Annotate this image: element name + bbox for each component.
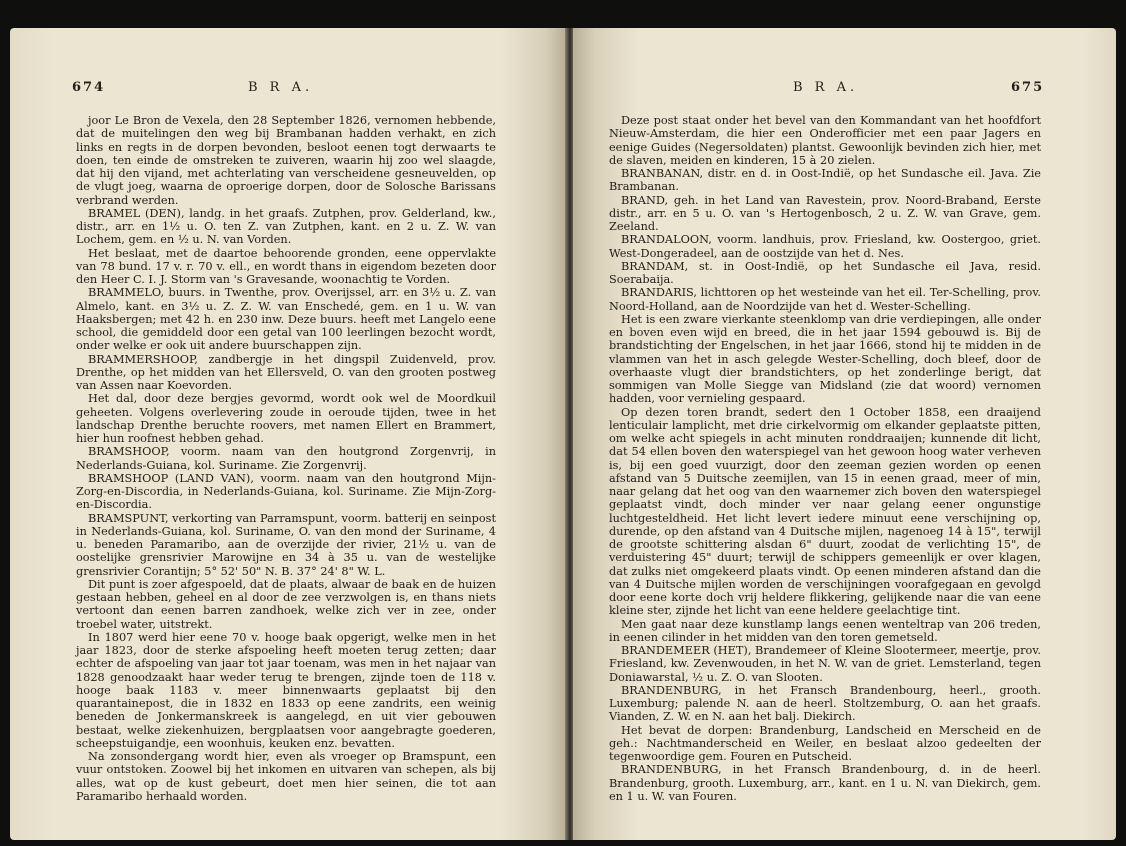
running-head: B R A. (248, 80, 314, 95)
paragraph: BRANDARIS, lichttoren op het westeinde van het eil. Ter-Schelling, prov. Noord-Holland, aan de Noordzijde van het d. Wester-Schelling. (609, 286, 1041, 313)
paragraph: BRAMSHOOP (LAND VAN), voorm. naam van den houtgrond Mijn-Zorg-en-Discordia, in Nederlands-Guiana, kol. Suriname. Zie Mijn-Zorg-en-Discordia. (76, 471, 496, 512)
open-book (10, 6, 1116, 846)
paragraph: BRAMSHOOP, voorm. naam van den houtgrond Zorgenvrij, in Nederlands-Guiana, kol. Suriname. Zie Zorgenvrij. (76, 445, 496, 472)
paragraph: Men gaat naar deze kunstlamp langs eenen wenteltrap van 206 treden, in eenen cilinder in het midden van den toren gemetseld. (609, 617, 1041, 644)
right-page-header (573, 80, 1116, 98)
paragraph: BRAMMELO, buurs. in Twenthe, prov. Overijssel, arr. en 3½ u. Z. van Almelo, kant. en 3½ u. Z. Z. W. van Enschedé, gem. en 1 u. W. van Haaksbergen; met 42 h. en 230 inw. Deze buurs. heeft met Langelo eene school, die gemiddeld door een getal van 100 leerlingen bezocht wordt, onder welke er ook uit andere buurschappen zijn. (76, 286, 496, 353)
right-page (573, 28, 1116, 840)
page-number: 675 (1011, 80, 1045, 95)
paragraph: BRAMEL (DEN), landg. in het graafs. Zutphen, prov. Gelderland, kw., distr., arr. en 1½ u. O. ten Z. van Zutphen, kant. en 2 u. Z. W. van Lochem, gem. en ½ u. N. van Vorden. (76, 206, 496, 247)
paragraph: BRANBANAN, distr. en d. in Oost-Indië, op het Sundasche eil. Java. Zie Brambanan. (609, 167, 1041, 194)
paragraph: Het beslaat, met de daartoe behoorende gronden, eene oppervlakte van 78 bund. 17 v. r. 70 v. ell., en wordt thans in eigendom bezeten door den Heer C. I. J. Storm van 's Gravesande, woonachtig te Vorden. (76, 246, 496, 286)
paragraph: BRANDENBURG, in het Fransch Brandenbourg, heerl., grooth. Luxemburg; palende N. aan de heerl. Stoltzemburg, O. aan het graafs. Vianden, Z. W. en N. aan het balj. Diekirch. (609, 683, 1041, 724)
paragraph: BRAND, geh. in het Land van Ravestein, prov. Noord-Braband, Eerste distr., arr. en 5 u. O. van 's Hertogenbosch, 2 u. Z. W. van Grave, gem. Zeeland. (609, 193, 1041, 233)
left-page (10, 28, 567, 840)
page-number: 674 (72, 80, 106, 95)
paragraph: BRANDEMEER (HET), Brandemeer of Kleine Slootermeer, meertje, prov. Friesland, kw. Zevenwouden, in het N. W. van de griet. Lemsterland, tegen Doniawarstal, ½ u. Z. O. van Slooten. (609, 644, 1041, 684)
paragraph: Het is een zware vierkante steenklomp van drie verdiepingen, alle onder en boven even wijd en breed, die in het jaar 1594 gebouwd is. Bij de brandstichting der Engelschen, in het jaar 1666, stond hij te midden in de vlammen van het in asch gelegde Wester-Schelling, doch bleef, door de overhaaste vlugt dier brandstichters, op het zonderlinge berigt, dat sommigen van Molle Siegge van Midsland (zie dat woord) vernomen hadden, voor vernieling gespaard. (609, 312, 1041, 406)
right-page-body (609, 114, 1041, 803)
paragraph: BRANDENBURG, in het Fransch Brandenbourg, d. in de heerl. Brandenburg, grooth. Luxemburg, arr., kant. en 1 u. N. van Diekirch, gem. en 1 u. W. van Fouren. (609, 763, 1041, 803)
paragraph: Deze post staat onder het bevel van den Kommandant van het hoofdfort Nieuw-Amsterdam, die hier een Onderofficier met een paar Jagers en eenige Guides (Negersoldaten) plantst. Gewoonlijk bevinden zich hier, met de slaven, meiden en kinderen, 15 à 20 zielen. (609, 114, 1041, 167)
paragraph: joor Le Bron de Vexela, den 28 September 1826, vernomen hebbende, dat de muitelingen den weg bij Brambanan hadden verhakt, en zich links en regts in de dorpen bevonden, besloot eenen togt derwaarts te doen, ten einde de omstreken te zuiveren, waarin hij zoo wel slaagde, dat hij den vijand, met achterlating van verscheidene gesneuvelden, op de vlugt joeg, waarna de oproerige dorpen, door de Solosche Barissans verbrand werden. (76, 114, 496, 207)
paragraph: BRANDAM, st. in Oost-Indië, op het Sundasche eil Java, resid. Soerabaija. (609, 259, 1041, 286)
paragraph: Op dezen toren brandt, sedert den 1 October 1858, een draaijend lenticulair lamplicht, met drie cirkelvormig om elkander geplaatste pitten, om welke acht spiegels in acht minuten ronddraaijen; kunnende dit licht, dat 54 ellen boven den waterspiegel van het gewoon hoog water verheven is, bij een goed vuurzigt, door den zeeman gezien worden op eenen afstand van 5 Duitsche zeemijlen, van 15 in eenen graad, meer of min, naar gelang dat het oog van den waarnemer zich boven den waterspiegel geplaatst vindt, doch minder ver naar gelang eener ongunstige luchtgesteldheid. Het licht levert iedere minuut eene verschijning op, durende, op den afstand van 4 Duitsche mijlen, nagenoeg 14 à 15", terwijl de grootste schittering alsdan 6" duurt, zoodat de verlichting 15", de verduistering 45" duurt; terwijl de schippers gemeenlijk er over klagen, dat zulks niet omgekeerd plaats vindt. Op eenen minderen afstand dan die van 4 Duitsche mijlen worden de verschijningen voorafgegaan en gevolgd door eene korte doch vrij heldere flikkering, gelijkende naar die van eene kleine ster, zijnde het licht van eene heldere geelachtige tint. (609, 405, 1041, 618)
running-head: B R A. (793, 80, 859, 95)
paragraph: BRAMMERSHOOP, zandbergje in het dingspil Zuidenveld, prov. Drenthe, op het midden van het Ellersveld, O. van den grooten postweg van Assen naar Koevorden. (76, 352, 496, 392)
paragraph: Dit punt is zoer afgespoeld, dat de plaats, alwaar de baak en de huizen gestaan hebben, geheel en al door de zee verzwolgen is, en thans niets vertoont dan eenen barren zandhoek, welke zich ver in zee, onder troebel water, uitstrekt. (76, 577, 496, 631)
left-page-header (10, 80, 567, 98)
paragraph: Het dal, door deze bergjes gevormd, wordt ook wel de Moordkuil geheeten. Volgens overlevering zoude in oeroude tijden, twee in het landschap Drenthe beruchte roovers, met namen Ellert en Brammert, hier hun roofnest hebben gehad. (76, 392, 496, 445)
paragraph: In 1807 werd hier eene 70 v. hooge baak opgerigt, welke men in het jaar 1823, door de sterke afspoeling heeft moeten terug zetten; daar echter de afspoeling van jaar tot jaar toenam, was men in het najaar van 1828 genoodzaakt haar weder terug te brengen, zijnde toen de 118 v. hooge baak 1183 v. meer binnenwaarts geplaatst bij den quarantainepost, die in 1832 en 1833 op eene zandrits, een weinig beneden de Jonkermanskreek is aangelegd, en uit vier gebouwen bestaat, welke ziekenhuizen, bergplaatsen voor aangebragte goederen, scheepstuigandje, een woonhuis, keuken enz. bevatten. (76, 630, 496, 750)
paragraph: BRAMSPUNT, verkorting van Parramspunt, voorm. batterij en seinpost in Nederlands-Guiana, kol. Suriname, O. van den mond der Suriname, 4 u. beneden Paramaribo, aan de overzijde der rivier, 21½ u. van de oostelijke grensrivier Marowijne en 34 à 35 u. van de westelijke grensrivier Corantijn; 5° 52' 50" N. B. 37° 24' 8" W. L. (76, 511, 496, 578)
left-page-body (76, 114, 496, 803)
paragraph: BRANDALOON, voorm. landhuis, prov. Friesland, kw. Oostergoo, griet. West-Dongeradeel, aan de oostzijde van het d. Nes. (609, 233, 1041, 260)
paragraph: Na zonsondergang wordt hier, even als vroeger op Bramspunt, een vuur ontstoken. Zoowel bij het inkomen en uitvaren van schepen, als bij alles, wat op de kust gebeurt, doet men hier seinen, die tot aan Paramaribo herhaald worden. (76, 750, 496, 803)
paragraph: Het bevat de dorpen: Brandenburg, Landscheid en Merscheid en de geh.: Nachtmanderscheid en Weiler, en beslaat alzoo gedeelten der tegenwoordige gem. Fouren en Putscheid. (609, 723, 1041, 763)
